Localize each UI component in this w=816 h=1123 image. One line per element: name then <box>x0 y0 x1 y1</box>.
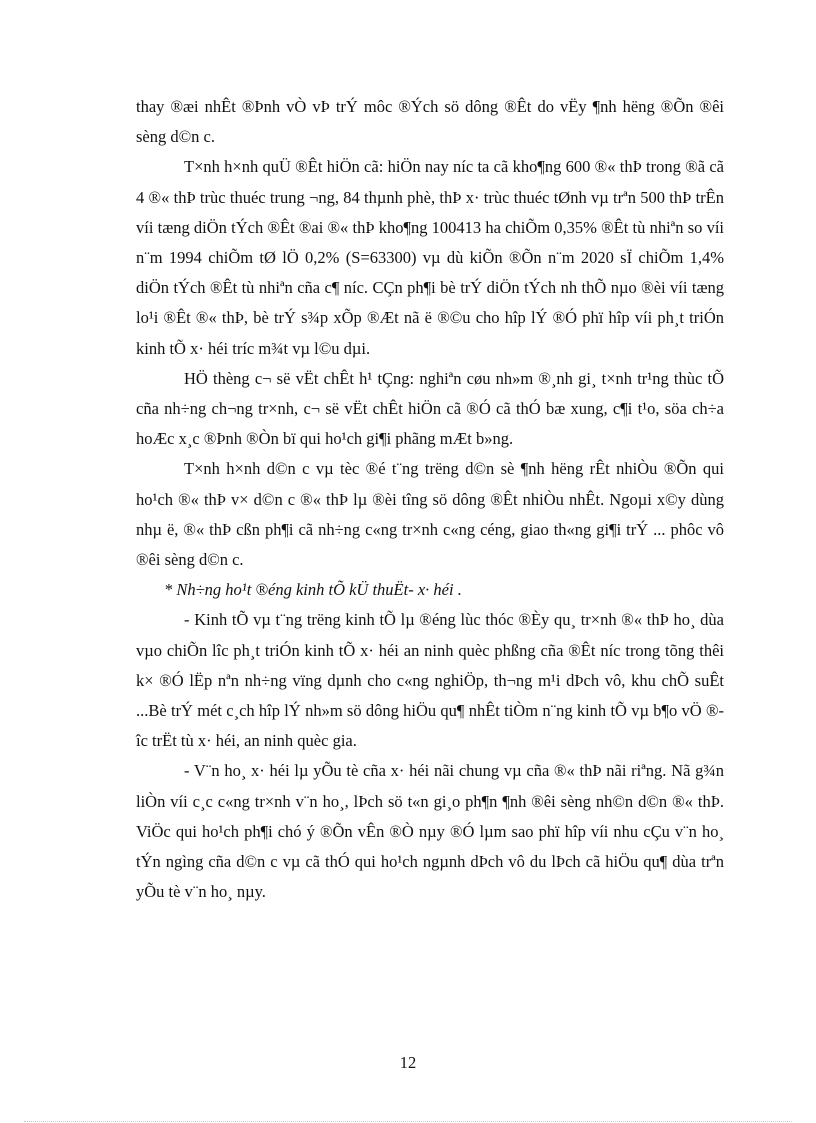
paragraph: HÖ thèng c¬ së vËt chÊt h¹ tÇng: nghiªn cøu nh»m ®¸nh gi¸ t×nh tr¹ng thùc tÕ cña nh÷ng ch¬ng tr×nh, c¬ së vËt chÊt hiÖn cã ®Ó cã thÓ bæ xung, c¶i t¹o, söa ch÷a hoÆc x¸c ®Þnh ®Òn bï qui ho¹ch gi¶i phãng mÆt b»ng. <box>136 368 724 449</box>
paragraph: T×nh h×nh quÜ ®Êt hiÖn cã: hiÖn nay níc ta cã kho¶ng 600 ®« thÞ trong ®ã cã 4 ®« thÞ trùc thuéc trung ¬ng, 84 thµnh phè, thÞ x· trùc thuéc tØnh vµ trªn 500 thÞ trÊn víi tæng diÖn tÝch ®Êt ®ai ®« thÞ kho¶ng 100413 ha chiÕm 0,35% ®Êt tù nhiªn so víi n¨m 1994 chiÕm tØ lÖ 0,2% (S=63300) vµ dù kiÕn ®Õn n¨m 2020 sÏ chiÕm 1,4% diÖn tÝch ®Êt tù nhiªn cña c¶ níc. CÇn ph¶i bè trÝ diÖn tÝch nh thÕ nµo ®èi víi tæng lo¹i ®Êt ®« thÞ, bè trÝ s¾p xÕp ®Æt nã ë ®©u cho hîp lÝ ®Ó phï hîp víi ph¸t triÓn kinh tÕ x· héi tríc m¾t vµ l©u dµi. <box>136 157 724 358</box>
footer-divider <box>24 1121 792 1122</box>
paragraph: thay ®æi nhÊt ®Þnh vÒ vÞ trÝ môc ®Ých sö dông ®Êt do vËy ¶nh hëng ®Õn ®êi sèng d©n c. <box>136 97 724 147</box>
paragraph: - Kinh tÕ vµ t¨ng trëng kinh tÕ lµ ®éng lùc thóc ®Èy qu¸ tr×nh ®« thÞ ho¸ dùa vµo chiÕn lîc ph¸t triÓn kinh tÕ x· héi an ninh quèc phßng cña ®Êt níc trong tõng thêi k× ®Ó lËp nªn nh÷ng vïng dµnh cho c«ng nghiÖp, th¬ng m¹i dÞch vô, khu chÕ suÊt ...Bè trÝ mét c¸ch hîp lÝ nh»m sö dông hiÖu qu¶ nhÊt tiÒm n¨ng kinh tÕ vµ b¶o vÖ ®îc trËt tù x· héi, an ninh quèc gia. <box>136 610 724 751</box>
section-heading: * Nh÷ng ho¹t ®éng kinh tÕ kÜ thuËt- x· héi . <box>164 580 462 600</box>
paragraph: T×nh h×nh d©n c vµ tèc ®é t¨ng trëng d©n sè ¶nh hëng rÊt nhiÒu ®Õn qui ho¹ch ®« thÞ v× d©n c ®« thÞ lµ ®èi tîng sö dông ®Êt nhiÒu nhÊt. Ngoµi x©y dùng nhµ ë, ®« thÞ cßn ph¶i cã nh÷ng c«ng tr×nh c«ng céng, giao th«ng gi¶i trÝ ... phôc vô ®êi sèng d©n c. <box>136 459 724 570</box>
paragraph: - V¨n ho¸ x· héi lµ yÕu tè cña x· héi nãi chung vµ cña ®« thÞ nãi riªng. Nã g¾n liÒn víi c¸c c«ng tr×nh v¨n ho¸, lÞch sö t«n gi¸o ph¶n ¶nh ®êi sèng nh©n d©n ®« thÞ. ViÖc qui ho¹ch ph¶i chó ý ®Õn vÊn ®Ò nµy ®Ó lµm sao phï hîp víi nhu cÇu v¨n ho¸ tÝn ngìng cña d©n c vµ cã thÓ qui ho¹ch ngµnh dÞch vô du lÞch cã hiÖu qu¶ dùa trªn yÕu tè v¨n ho¸ nµy. <box>136 761 724 902</box>
document-body <box>136 92 724 907</box>
page-number: 12 <box>399 1053 417 1072</box>
